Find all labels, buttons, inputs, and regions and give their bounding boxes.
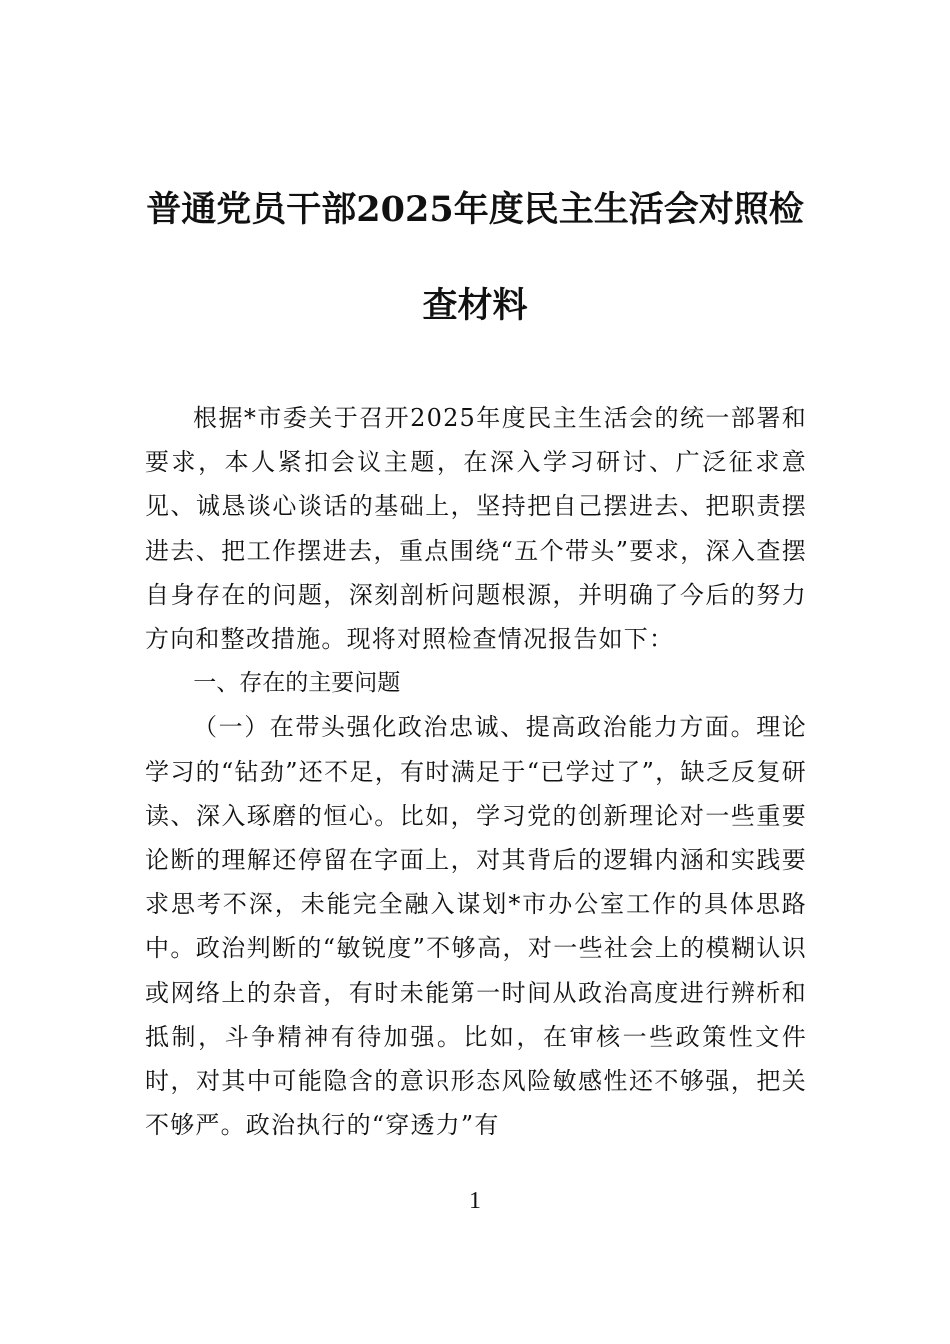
document-body xyxy=(145,396,807,1147)
document-title: 普通党员干部2025年度民主生活会对照检查材料 xyxy=(146,189,804,326)
subsection-paragraph xyxy=(145,705,807,1147)
section-heading: 一、存在的主要问题 xyxy=(193,670,401,697)
subsection-heading: （一）在带头强化政治忠诚、提高政治能力方面。 xyxy=(193,713,757,742)
subsection-text: 理论学习的“钻劲”还不足，有时满足于“已学过了”，缺乏反复研读、深入琢磨的恒心。比如，学习党的创新理论对一些重要论断的理解还停留在字面上，对其背后的逻辑内涵和实践要求思考不深，未能完全融入谋划*市办公室工作的具体思路中。政治判断的“敏锐度”不够高，对一些社会上的模糊认识或网络上的杂音，有时未能第一时间从政治高度进行辨析和抵制，斗争精神有待加强。比如，在审核一些政策性文件时，对其中可能隐含的意识形态风险敏感性还不够强，把关不够严。政治执行的“穿透力”有 xyxy=(145,713,807,1140)
page-number: 1 xyxy=(469,1188,481,1214)
intro-paragraph: 根据*市委关于召开2025年度民主生活会的统一部署和要求，本人紧扣会议主题，在深入学习研讨、广泛征求意见、诚恳谈心谈话的基础上，坚持把自己摆进去、把职责摆进去、把工作摆进去，重点围绕“五个带头”要求，深入查摆自身存在的问题，深刻剖析问题根源，并明确了今后的努力方向和整改措施。现将对照检查情况报告如下： xyxy=(145,404,807,654)
